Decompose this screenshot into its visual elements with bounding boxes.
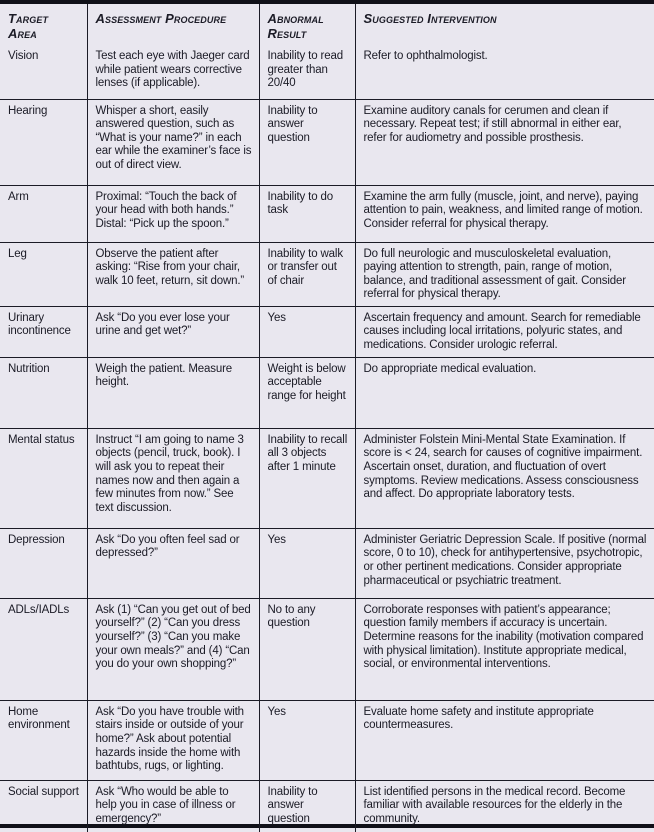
table-row xyxy=(0,428,654,528)
cell-suggested-intervention: Refer to ophthalmologist. xyxy=(355,45,654,99)
cell-abnormal-result: Inability to walk or transfer out of chair xyxy=(259,242,355,306)
cell-abnormal-result: Inability to read greater than 20/40 xyxy=(259,45,355,99)
cell-suggested-intervention: Ascertain frequency and amount. Search for remediable causes including local irritations, polyuric states, and medications. Consider urologic referral. xyxy=(355,306,654,357)
cell-assessment-procedure: Test each eye with Jaeger card while patient wears corrective lenses (if applicable). xyxy=(87,45,259,99)
cell-target-area: Leg xyxy=(0,242,87,306)
cell-target-area: Depression xyxy=(0,528,87,598)
table-header-row xyxy=(0,4,654,45)
table-row xyxy=(0,99,654,185)
table-row xyxy=(0,45,654,99)
cell-target-area: Nutrition xyxy=(0,357,87,428)
cell-assessment-procedure: Proximal: “Touch the back of your head with both hands.” Distal: “Pick up the spoon.” xyxy=(87,185,259,242)
col-header-assessment-procedure: Assessment Procedure xyxy=(87,4,259,45)
table-row xyxy=(0,700,654,780)
col-header-abnormal-result: Abnormal Result xyxy=(259,4,355,45)
cell-target-area: ADLs/IADLs xyxy=(0,598,87,700)
geriatric-assessment-table xyxy=(0,4,654,832)
cell-suggested-intervention: List identified persons in the medical record. Become familiar with available resources for the elderly in the community. xyxy=(355,780,654,832)
cell-suggested-intervention: Administer Geriatric Depression Scale. If positive (normal score, 0 to 10), check for antihypertensive, psychotropic, or other pertinent medications. Consider appropriate pharmaceutical or psychiatric treatment. xyxy=(355,528,654,598)
cell-abnormal-result: Inability to answer question xyxy=(259,99,355,185)
cell-assessment-procedure: Whisper a short, easily answered question, such as “What is your name?” in each ear while the examiner’s face is out of direct view. xyxy=(87,99,259,185)
table-row xyxy=(0,780,654,832)
cell-target-area: Vision xyxy=(8,50,39,62)
cell-suggested-intervention: Corroborate responses with patient’s appearance; question family members if accuracy is uncertain. Determine reasons for the inability (motivation compared with physical limitation). Institute appropriate medical, social, or environmental interventions. xyxy=(355,598,654,700)
cell-abnormal-result: Yes xyxy=(259,306,355,357)
cell-abnormal-result: Inability to answer question xyxy=(259,780,355,832)
cell-target-area: Hearing xyxy=(0,99,87,185)
cell-assessment-procedure: Ask “Do you have trouble with stairs inside or outside of your home?” Ask about potential hazards inside the home with bathtubs, rugs, or lighting. xyxy=(87,700,259,780)
table-row xyxy=(0,185,654,242)
cell-assessment-procedure: Ask “Do you often feel sad or depressed?” xyxy=(87,528,259,598)
cell-abnormal-result: Yes xyxy=(259,528,355,598)
cell-assessment-procedure: Observe the patient after asking: “Rise from your chair, walk 10 feet, return, sit down.” xyxy=(87,242,259,306)
cell-abnormal-result: No to any question xyxy=(259,598,355,700)
cell-target-area: Arm xyxy=(0,185,87,242)
cell-abnormal-result: Weight is below acceptable range for height xyxy=(259,357,355,428)
cell-suggested-intervention: Do full neurologic and musculoskeletal evaluation, paying attention to strength, pain, range of motion, balance, and traditional assessment of gait. Consider referral for physical therapy. xyxy=(355,242,654,306)
table-row xyxy=(0,306,654,357)
cell-target-area: Mental status xyxy=(0,428,87,528)
col-header-target-area: Target Area xyxy=(8,11,49,41)
table-row xyxy=(0,528,654,598)
cell-abnormal-result: Inability to recall all 3 objects after 1 minute xyxy=(259,428,355,528)
cell-abnormal-result: Yes xyxy=(259,700,355,780)
cell-suggested-intervention: Evaluate home safety and institute appropriate countermeasures. xyxy=(355,700,654,780)
cell-assessment-procedure: Weigh the patient. Measure height. xyxy=(87,357,259,428)
table-row xyxy=(0,598,654,700)
cell-assessment-procedure: Ask “Do you ever lose your urine and get wet?” xyxy=(87,306,259,357)
col-header-suggested-intervention: Suggested Intervention xyxy=(355,4,654,45)
cell-suggested-intervention: Examine the arm fully (muscle, joint, and nerve), paying attention to pain, weakness, and limited range of motion. Consider referral for physical therapy. xyxy=(355,185,654,242)
cell-target-area: Home environment xyxy=(0,700,87,780)
table-row xyxy=(0,357,654,428)
cell-assessment-procedure: Ask “Who would be able to help you in case of illness or emergency?” xyxy=(87,780,259,832)
cell-suggested-intervention: Administer Folstein Mini-Mental State Examination. If score is < 24, search for causes of cognitive impairment. Ascertain onset, duration, and fluctuation of overt symptoms. Review medications. Assess consciousness and affect. Do appropriate laboratory tests. xyxy=(355,428,654,528)
cell-target-area: Urinary incontinence xyxy=(0,306,87,357)
cell-assessment-procedure: Instruct “I am going to name 3 objects (pencil, truck, book). I will ask you to repeat their names now and then again a few minutes from now.” See text discussion. xyxy=(87,428,259,528)
table-row xyxy=(0,242,654,306)
cell-suggested-intervention: Examine auditory canals for cerumen and clean if necessary. Repeat test; if still abnormal in either ear, refer for audiometry and possible prosthesis. xyxy=(355,99,654,185)
cell-suggested-intervention: Do appropriate medical evaluation. xyxy=(355,357,654,428)
cell-assessment-procedure: Ask (1) “Can you get out of bed yourself?” (2) “Can you dress yourself?” (3) “Can you make your own meals?” and (4) “Can you do your own shopping?” xyxy=(87,598,259,700)
cell-target-area: Social support xyxy=(0,780,87,832)
cell-abnormal-result: Inability to do task xyxy=(259,185,355,242)
